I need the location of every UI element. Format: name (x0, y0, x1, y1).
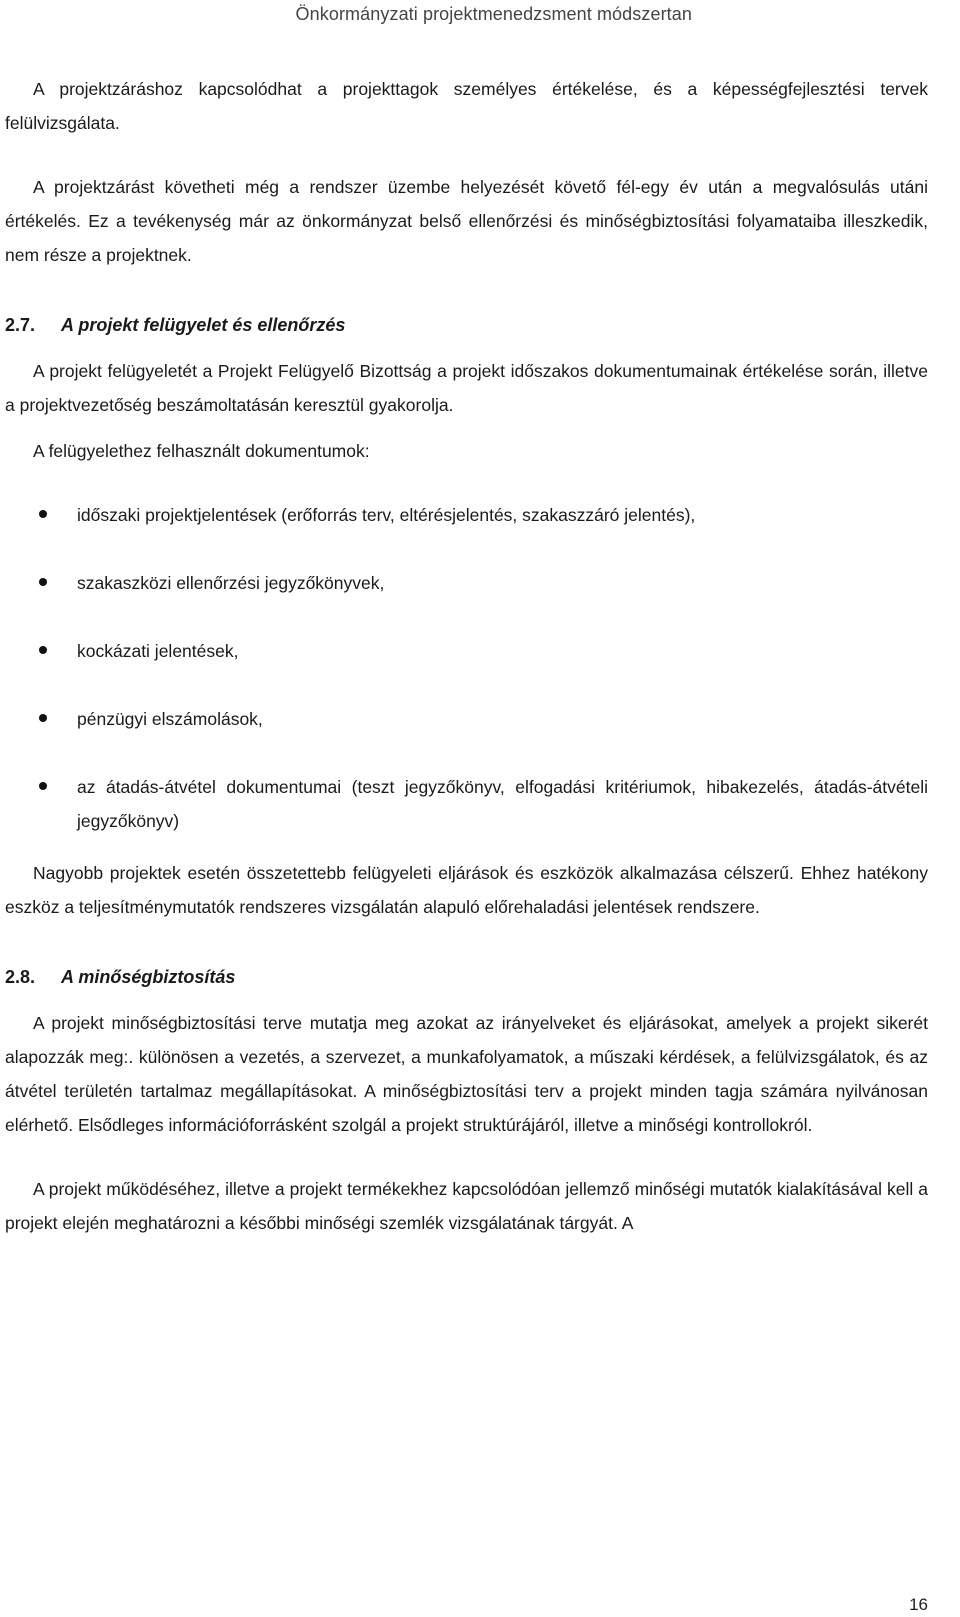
document-bullet-list (5, 498, 928, 838)
section-heading-2-7 (5, 308, 928, 342)
bullet-icon (39, 510, 47, 518)
paragraph-quality-indicators: A projekt működéséhez, illetve a projekt termékekhez kapcsolódóan jellemző minőségi mutatók kialakításával kell a projekt elején meghatározni a későbbi minőségi szemlék vizsgálatának tárgyát. A (5, 1179, 928, 1233)
paragraph-project-closure-review: A projektzáráshoz kapcsolódhat a projekttagok személyes értékelése, és a képességfejlesztési tervek felülvizsgálata. (5, 79, 928, 133)
bullet-icon (39, 714, 47, 722)
page-content (5, 72, 928, 1240)
list-item: időszaki projektjelentések (erőforrás terv, eltérésjelentés, szakaszzáró jelentés), (5, 498, 928, 532)
paragraph-documents-intro: A felügyelethez felhasznált dokumentumok: (33, 441, 370, 461)
list-item: kockázati jelentések, (5, 634, 928, 668)
section-heading-2-8 (5, 960, 928, 994)
paragraph-supervision: A projekt felügyeletét a Projekt Felügyelő Bizottság a projekt időszakos dokumentumainak értékelése során, illetve a projektvezetőség beszámoltatásán keresztül gyakorolja. (5, 361, 928, 415)
paragraph-post-implementation-evaluation: A projektzárást követheti még a rendszer üzembe helyezését követő fél-egy év után a megvalósulás utáni értékelés. Ez a tevékenység már az önkormányzat belső ellenőrzési és minőségbiztosítási folyamataiba illeszkedik, nem része a projektnek. (5, 177, 928, 265)
section-title: A projekt felügyelet és ellenőrzés (61, 315, 346, 335)
list-item: az átadás-átvétel dokumentumai (teszt jegyzőkönyv, elfogadási kritériumok, hibakezelés, átadás-átvételi jegyzőkönyv) (5, 770, 928, 838)
paragraph-larger-projects: Nagyobb projektek esetén összetettebb felügyeleti eljárások és eszközök alkalmazása célszerű. Ehhez hatékony eszköz a teljesítménymutatók rendszeres vizsgálatán alapuló előrehaladási jelentések rendszere. (5, 863, 928, 917)
section-number: 2.7. (5, 315, 36, 335)
list-item: szakaszközi ellenőrzési jegyzőkönyvek, (5, 566, 928, 600)
section-title: A minőségbiztosítás (61, 967, 236, 987)
bullet-icon (39, 782, 47, 790)
list-item: pénzügyi elszámolások, (5, 702, 928, 736)
running-header: Önkormányzati projektmenedzsment módszertan (295, 4, 692, 24)
page-number: 16 (909, 1595, 928, 1614)
paragraph-quality-plan: A projekt minőségbiztosítási terve mutatja meg azokat az irányelveket és eljárásokat, amelyek a projekt sikerét alapozzák meg:. különösen a vezetés, a szervezet, a munkafolyamatok, a műszaki kérdések, a felülvizsgálatok, és az átvétel területén tartalmaz megállapításokat. A minőségbiztosítási terv a projekt minden tagja számára nyilvánosan elérhető. Elsődleges információforrásként szolgál a projekt struktúrájáról, illetve a minőségi kontrollokról. (5, 1013, 928, 1135)
bullet-icon (39, 578, 47, 586)
bullet-icon (39, 646, 47, 654)
section-number: 2.8. (5, 967, 36, 987)
